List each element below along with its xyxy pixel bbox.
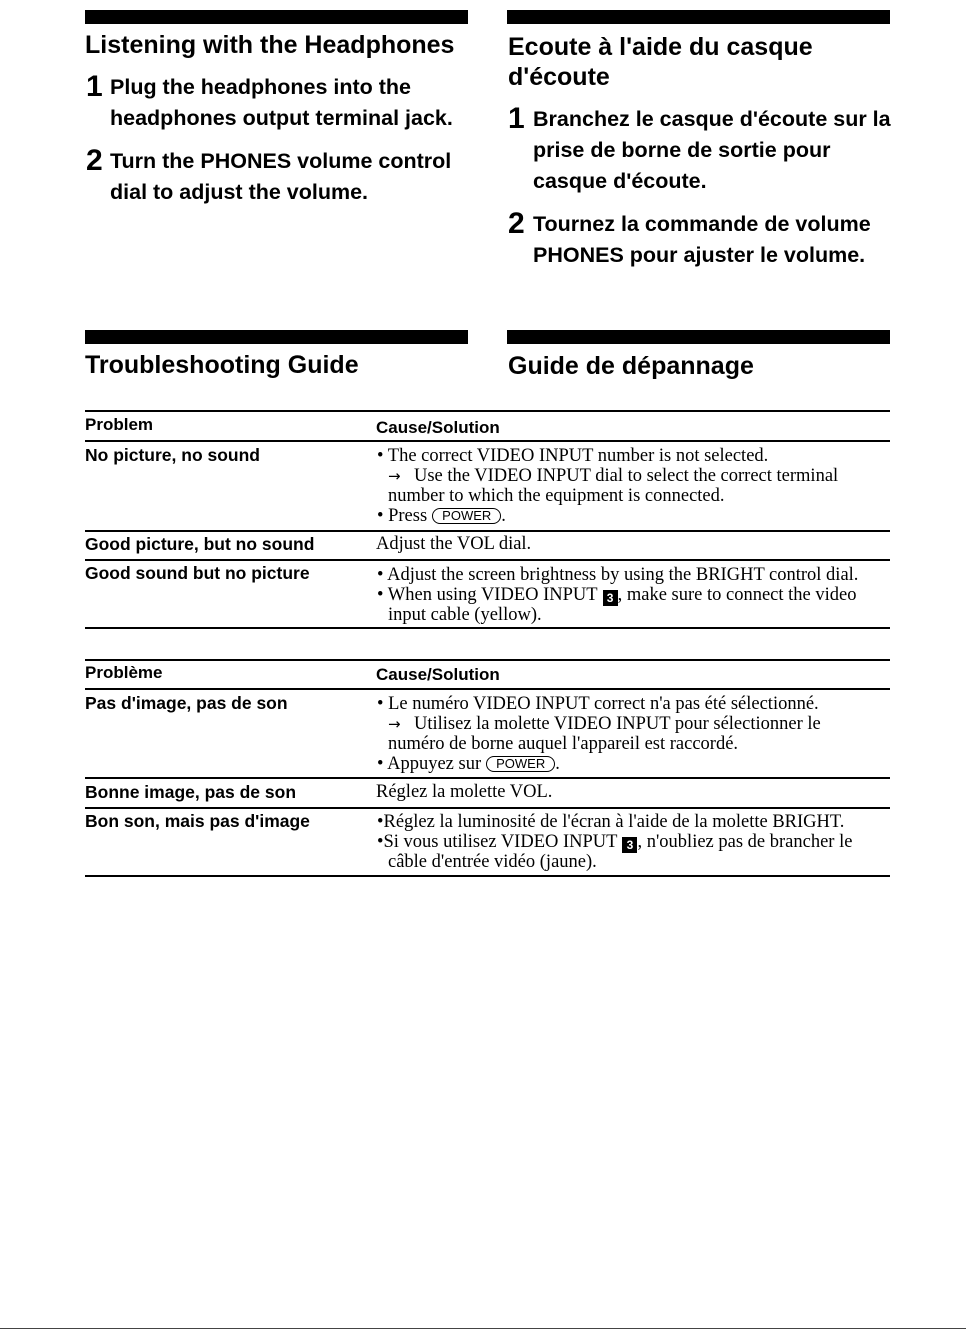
step-1-fr — [533, 104, 891, 197]
heading-troubleshooting-en: Troubleshooting Guide — [85, 351, 359, 379]
solution-line: • Adjust the screen brightness by using the BRIGHT control dial. — [377, 565, 859, 585]
column-header-problem: Problème — [85, 663, 163, 682]
heading-troubleshooting-fr: Guide de dépannage — [508, 352, 754, 380]
problem-label: Bon son, mais pas d'image — [85, 811, 310, 831]
section-bar-troubleshooting-en — [85, 330, 468, 344]
problem-label: Pas d'image, pas de son — [85, 693, 288, 713]
solution-line: Adjust the VOL dial. — [376, 534, 532, 554]
solution-text: , make sure to connect the video — [617, 585, 857, 605]
step-2-fr-line: PHONES pour ajuster le volume. — [533, 243, 866, 267]
table-top-rule — [85, 410, 890, 412]
input-number-badge: 3 — [603, 590, 618, 606]
step-2-en — [110, 146, 451, 208]
step-number-1-en: 1 — [86, 70, 103, 103]
row-divider — [85, 530, 890, 532]
solution-line: input cable (yellow). — [388, 605, 542, 625]
solution-line: • Le numéro VIDEO INPUT correct n'a pas été sélectionné. — [377, 694, 819, 714]
problem-label: Bonne image, pas de son — [85, 782, 297, 802]
table-top-rule — [85, 659, 890, 661]
solution-text: • Appuyez sur — [377, 754, 482, 774]
step-1-en — [110, 72, 453, 134]
table-bottom-rule — [85, 627, 890, 629]
step-number-2-fr: 2 — [508, 207, 525, 240]
table-bottom-rule — [85, 875, 890, 877]
step-1-en-line: headphones output terminal jack. — [110, 106, 453, 130]
power-key-symbol: POWER — [486, 756, 555, 772]
problem-label: Good picture, but no sound — [85, 534, 315, 554]
step-number-1-fr: 1 — [508, 102, 525, 135]
solution-line — [388, 714, 821, 734]
heading-listening-fr-line: d'écoute — [508, 63, 610, 91]
solution-text: •Si vous utilisez VIDEO INPUT — [377, 832, 618, 852]
input-number-badge: 3 — [622, 837, 637, 853]
table-header-rule — [85, 440, 890, 442]
solution-line — [377, 832, 852, 853]
column-header-cause: Cause/Solution — [376, 418, 500, 437]
table-header-rule — [85, 688, 890, 690]
solution-text: , n'oubliez pas de brancher le — [637, 832, 853, 852]
step-2-en-line: dial to adjust the volume. — [110, 180, 369, 204]
section-bar-listening-en — [85, 10, 468, 24]
solution-line — [377, 585, 856, 606]
column-header-problem: Problem — [85, 415, 154, 434]
step-number-2-en: 2 — [86, 144, 103, 177]
step-1-en-line: Plug the headphones into the — [110, 75, 411, 99]
page-bottom-edge — [0, 1328, 966, 1329]
heading-listening-fr-line: Ecoute à l'aide du casque — [508, 33, 813, 61]
solution-text: Utilisez la molette VIDEO INPUT pour sélectionner le — [414, 714, 821, 734]
column-header-cause: Cause/Solution — [376, 665, 500, 684]
solution-line — [377, 506, 506, 526]
step-2-fr-line: Tournez la commande de volume — [533, 212, 871, 236]
row-divider — [85, 559, 890, 561]
solution-text: . — [501, 506, 506, 526]
solution-line: • The correct VIDEO INPUT number is not selected. — [377, 446, 769, 466]
step-2-fr — [533, 209, 871, 271]
section-bar-listening-fr — [507, 10, 890, 24]
step-1-fr-line: Branchez le casque d'écoute sur la — [533, 107, 891, 131]
solution-line: Réglez la molette VOL. — [376, 782, 553, 802]
solution-line: •Réglez la luminosité de l'écran à l'aide de la molette BRIGHT. — [377, 812, 845, 832]
solution-line — [377, 754, 560, 774]
step-2-en-line: Turn the PHONES volume control — [110, 149, 452, 173]
solution-text: • Press — [377, 506, 428, 526]
arrow-icon: → — [388, 715, 401, 733]
power-key-symbol: POWER — [432, 508, 501, 524]
row-divider — [85, 777, 890, 779]
arrow-icon: → — [388, 467, 401, 485]
row-divider — [85, 807, 890, 809]
step-1-fr-line: casque d'écoute. — [533, 169, 707, 193]
solution-line — [388, 466, 838, 486]
solution-text: Use the VIDEO INPUT dial to select the correct terminal — [414, 466, 839, 486]
problem-label: No picture, no sound — [85, 445, 260, 465]
solution-line: câble d'entrée vidéo (jaune). — [388, 852, 597, 872]
solution-line: numéro de borne auquel l'appareil est raccordé. — [388, 734, 739, 754]
problem-label: Good sound but no picture — [85, 563, 310, 583]
heading-listening-en: Listening with the Headphones — [85, 31, 455, 59]
step-1-fr-line: prise de borne de sortie pour — [533, 138, 831, 162]
solution-text: . — [555, 754, 560, 774]
heading-listening-fr — [508, 32, 813, 92]
section-bar-troubleshooting-fr — [507, 330, 890, 344]
solution-line: number to which the equipment is connected. — [388, 486, 725, 506]
solution-text: • When using VIDEO INPUT — [377, 585, 598, 605]
